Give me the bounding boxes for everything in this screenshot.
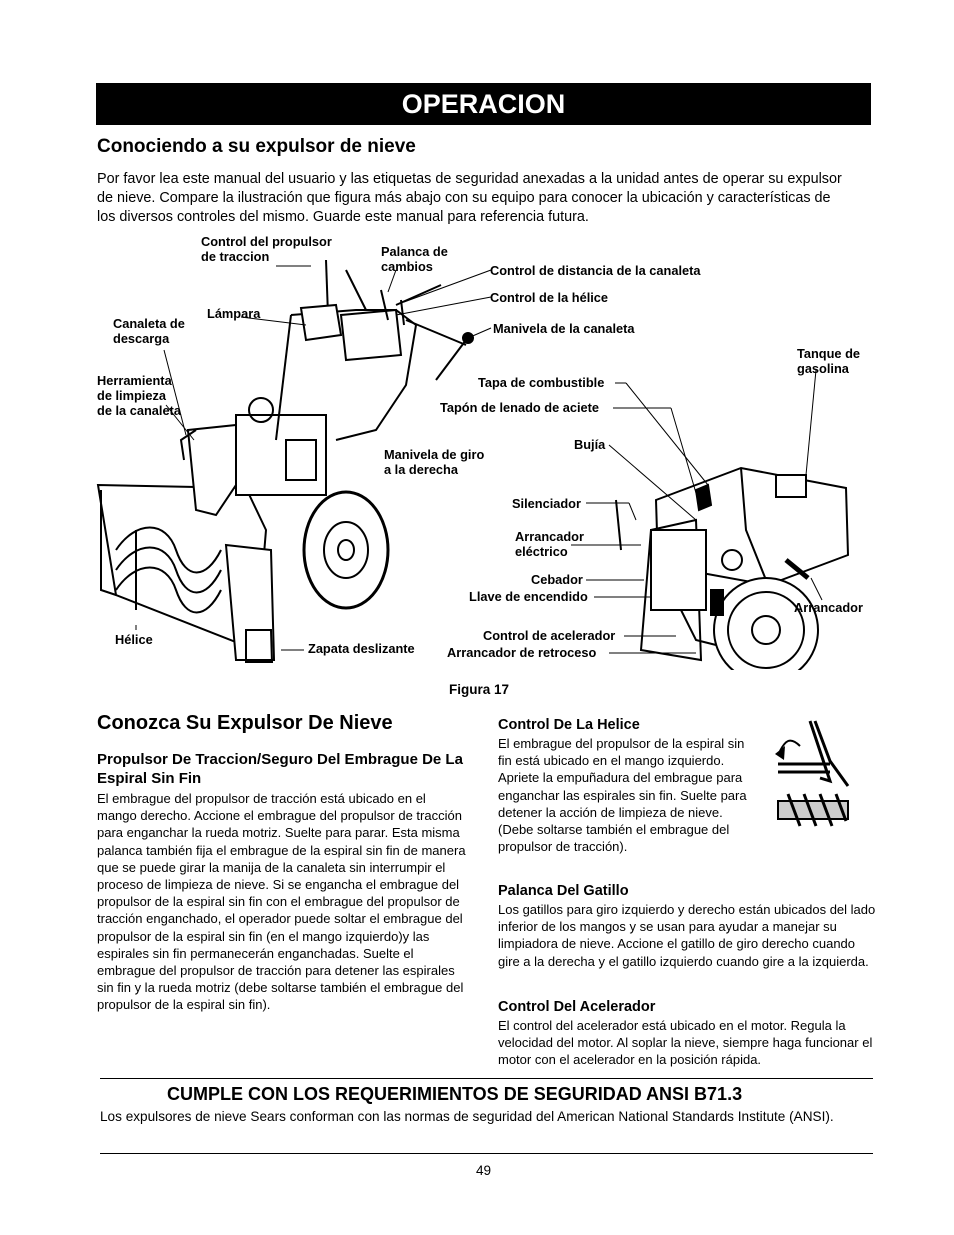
label-tapon-aceite: Tapón de lenado de aciete [440,400,600,415]
section2-title: Conozca Su Expulsor De Nieve [97,712,393,734]
helice-block [498,716,748,855]
label-control-helice: Control de la hélice [490,290,609,305]
label-arrancador-retroceso: Arrancador de retroceso [447,645,597,660]
gatillo-heading: Palanca Del Gatillo [498,883,629,899]
label-manivela-canaleta: Manivela de la canaleta [493,321,635,336]
label-manivela-giro: Manivela de giro a la derecha [384,447,485,477]
acelerador-heading: Control Del Acelerador [498,999,656,1015]
label-control-propulsor: Control del propulsor de traccion [201,234,332,264]
left-column [97,750,467,1014]
ansi-body: Los expulsores de nieve Sears conforman con las normas de seguridad del American National Standards Institute (ANSI). [100,1109,834,1124]
acelerador-block [498,998,878,1069]
helice-body: El embrague del propulsor de la espiral sin fin está ubicado en el mango izquierdo. Apriete la empuñadura del embrague para enganchar las espirales sin fin. Suelte para detener la acción de limpieza de nieve. (Debe soltarse también el embrague del propulsor de tracción). [498,736,747,855]
bottom-rule [100,1153,873,1154]
label-lampara: Lámpara [207,306,261,321]
figure-caption: Figura 17 [449,682,510,697]
label-palanca-cambios: Palanca de cambios [381,244,448,274]
page-number: 49 [476,1163,492,1178]
intro-paragraph: Por favor lea este manual del usuario y las etiquetas de seguridad anexadas a la unidad antes de operar su expulsor de nieve. Compare la ilustración que figura más abajo con su equipo para conocer la ubicación y características de los diversos controles del mismo. Guarde este manual para referencia futura. [97,171,842,225]
label-control-acelerador: Control de acelerador [483,628,616,643]
label-canaleta-descarga: Canaleta de descarga [113,316,185,346]
label-control-distancia: Control de distancia de la canaleta [490,263,701,278]
label-zapata: Zapata deslizante [308,641,415,656]
label-helice: Hélice [115,632,153,647]
label-bujia: Bujía [574,437,606,452]
ansi-title: CUMPLE CON LOS REQUERIMIENTOS DE SEGURIDAD ANSI B71.3 [167,1084,743,1104]
gatillo-block [498,882,878,970]
section-banner: OPERACION [96,83,871,125]
top-rule [100,1078,873,1079]
section-title: Conociendo a su expulsor de nieve [97,136,416,157]
label-cebador: Cebador [531,572,583,587]
label-tanque-gasolina: Tanque de gasolina [797,346,861,376]
auger-control-icon [770,716,855,836]
label-arrancador-electrico: Arrancador eléctrico [515,529,584,559]
helice-heading: Control De La Helice [498,717,640,733]
label-herramienta: Herramienta de limpieza de la canaleta [97,373,181,418]
label-arrancador: Arrancador [794,600,863,615]
label-tapa-combustible: Tapa de combustible [478,375,605,390]
traccion-heading: Propulsor De Traccion/Seguro Del Embrague De La Espiral Sin Fin [97,751,463,787]
label-silenciador: Silenciador [512,496,581,511]
acelerador-body: El control del acelerador está ubicado en el motor. Regula la velocidad del motor. Al soplar la nieve, siempre haga funcionar el motor con el acelerador en la posición rápida. [498,1018,873,1068]
label-llave-encendido: Llave de encendido [469,589,588,604]
snowblower-illustration [96,230,876,670]
traccion-body: El embrague del propulsor de tracción está ubicado en el mango derecho. Accione el embrague del propulsor de tracción para enganchar la rueda motriz. Suelte para parar. Esta misma palanca también fija el embrague de la espiral sin fin de manera que se puede girar la manija de la canaleta sin interrumpir el proceso de limpieza de nieve. Si se engancha el embrague del propulsor de la espiral sin fin con el embrague del propulsor de tracción enganchado, el operador puede soltar el embrague del propulsor de la espiral sin fin (en el mango izquierdo)y las espirales sin fin permanecerán enganchadas. Suelte el embrague del propulsor de tracción para detener las espirales sin fin y la rueda motriz (debe soltarse también el embrague del propulsor de la espiral sin fin). [97,791,466,1013]
gatillo-body: Los gatillos para giro izquierdo y derecho están ubicados del lado inferior de los mangos y se usan para ayudar a manejar su limpiadora de nieve. Accione el gatillo de giro derecho cuando gire a la derecha y el gatillo izquierdo cuando gire a la izquierda. [498,902,876,969]
